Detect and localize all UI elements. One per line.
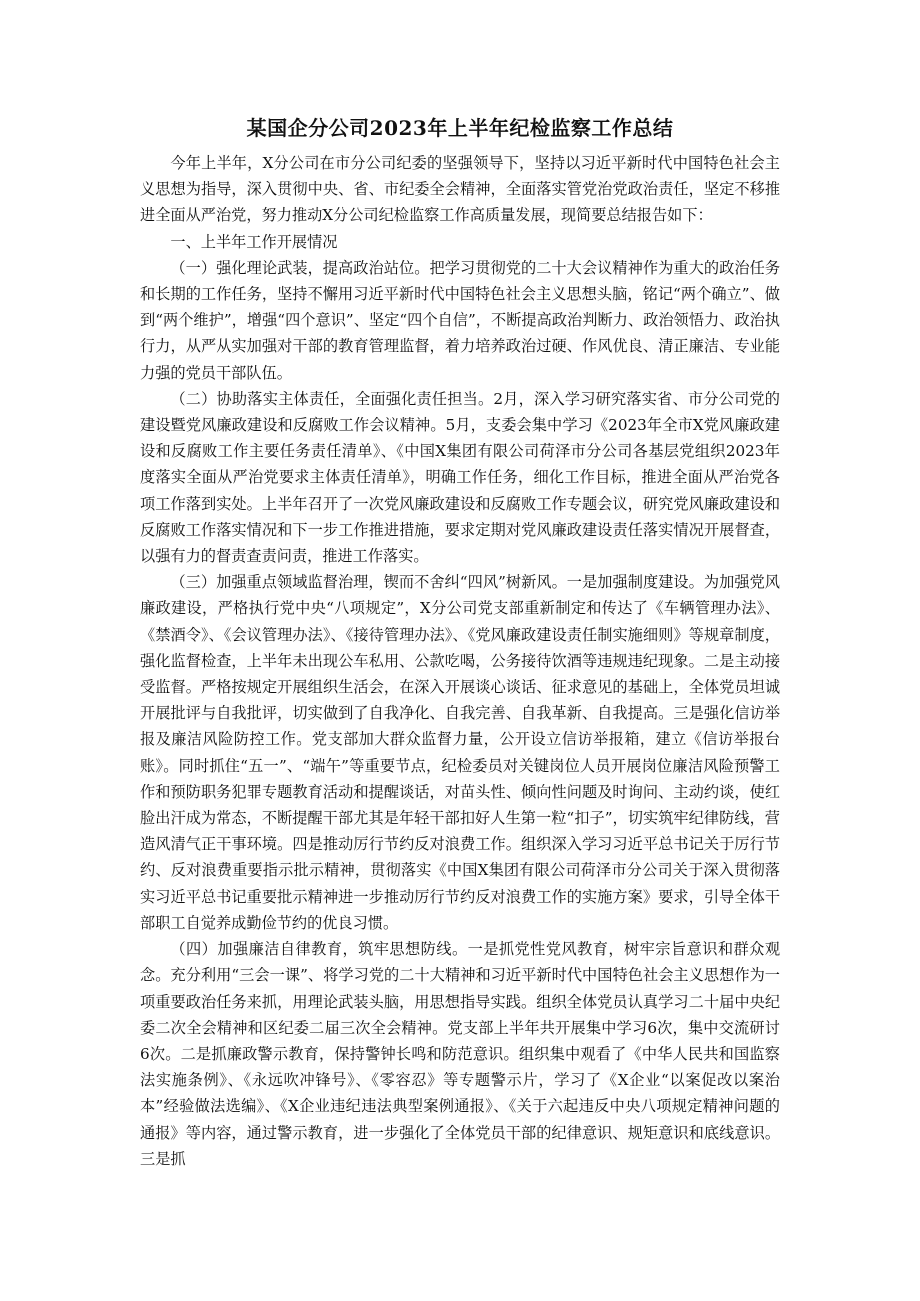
document-page (140, 112, 780, 1172)
intro-paragraph: 今年上半年，X分公司在市分公司纪委的坚强领导下，坚持以习近平新时代中国特色社会主义思想为指导，深入贯彻中央、省、市纪委全会精神，全面落实管党治党政治责任，坚定不移推进全面从严治党，努力推动X分公司纪检监察工作高质量发展，现简要总结报告如下： (140, 154, 780, 225)
paragraph-item-4: （四）加强廉洁自律教育，筑牢思想防线。一是抓党性党风教育，树牢宗旨意识和群众观念。充分利用“三会一课”、将学习党的二十大精神和习近平新时代中国特色社会主义思想作为一项重要政治任务来抓，用理论武装头脑，用思想指导实践。组织全体党员认真学习二十届中央纪委二次全会精神和区纪委二届三次全会精神。党支部上半年共开展集中学习6次，集中交流研讨6次。二是抓廉政警示教育，保持警钟长鸣和防范意识。组织集中观看了《中华人民共和国监察法实施条例》、《永远吹冲锋号》、《零容忍》等专题警示片，学习了《X企业“以案促改以案治本”经验做法选编》、《X企业违纪违法典型案例通报》、《关于六起违反中央八项规定精神问题的通报》等内容，通过警示教育，进一步强化了全体党员干部的纪律意识、规矩意识和底线意识。三是抓 (140, 940, 780, 1168)
section-heading-1: 一、上半年工作开展情况 (170, 232, 338, 251)
document-title: 某国企分公司2023年上半年纪检监察工作总结 (246, 116, 674, 140)
paragraph-item-3: （三）加强重点领域监督治理，锲而不舍纠“四风”树新风。一是加强制度建设。为加强党风廉政建设，严格执行党中央“八项规定”，X分公司党支部重新制定和传达了《车辆管理办法》、《禁酒令》、《会议管理办法》、《接待管理办法》、《党风廉政建设责任制实施细则》等规章制度，强化监督检查，上半年未出现公车私用、公款吃喝，公务接待饮酒等违规违纪现象。二是主动接受监督。严格按规定开展组织生活会，在深入开展谈心谈话、征求意见的基础上，全体党员坦诚开展批评与自我批评，切实做到了自我净化、自我完善、自我革新、自我提高。三是强化信访举报及廉洁风险防控工作。党支部加大群众监督力量，公开设立信访举报箱，建立《信访举报台账》。同时抓住“五一”、“端午”等重要节点，纪检委员对关键岗位人员开展岗位廉洁风险预警工作和预防职务犯罪专题教育活动和提醒谈话，对苗头性、倾向性问题及时询问、主动约谈，使红脸出汗成为常态，不断提醒干部尤其是年轻干部扣好人生第一粒“扣子”，切实筑牢纪律防线，营造风清气正干事环境。四是推动厉行节约反对浪费工作。组织深入学习习近平总书记关于厉行节约、反对浪费重要指示批示精神，贯彻落实《中国X集团有限公司荷泽市分公司关于深入贯彻落实习近平总书记重要批示精神进一步推动厉行节约反对浪费工作的实施方案》要求，引导全体干部职工自觉养成勤俭节约的优良习惯。 (140, 573, 780, 932)
paragraph-item-1: （一）强化理论武装，提高政治站位。把学习贯彻党的二十大会议精神作为重大的政治任务和长期的工作任务，坚持不懈用习近平新时代中国特色社会主义思想头脑，铭记“两个确立”、做到“两个维护”，增强“四个意识”、坚定“四个自信”，不断提高政治判断力、政治领悟力、政治执行力，从严从实加强对干部的教育管理监督，着力培养政治过硬、作风优良、清正廉洁、专业能力强的党员干部队伍。 (140, 258, 780, 382)
paragraph-item-2: （二）协助落实主体责任，全面强化责任担当。2月，深入学习研究落实省、市分公司党的建设暨党风廉政建设和反腐败工作会议精神。5月，支委会集中学习《2023年全市X党风廉政建设和反腐败工作主要任务责任清单》、《中国X集团有限公司荷泽市分公司各基层党组织2023年度落实全面从严治党要求主体责任清单》，明确工作任务，细化工作目标，推进全面从严治党各项工作落到实处。上半年召开了一次党风廉政建设和反腐败工作专题会议，研究党风廉政建设和反腐败工作落实情况和下一步工作推进措施，要求定期对党风廉政建设责任落实情况开展督查，以强有力的督责查责问责，推进工作落实。 (140, 389, 780, 566)
